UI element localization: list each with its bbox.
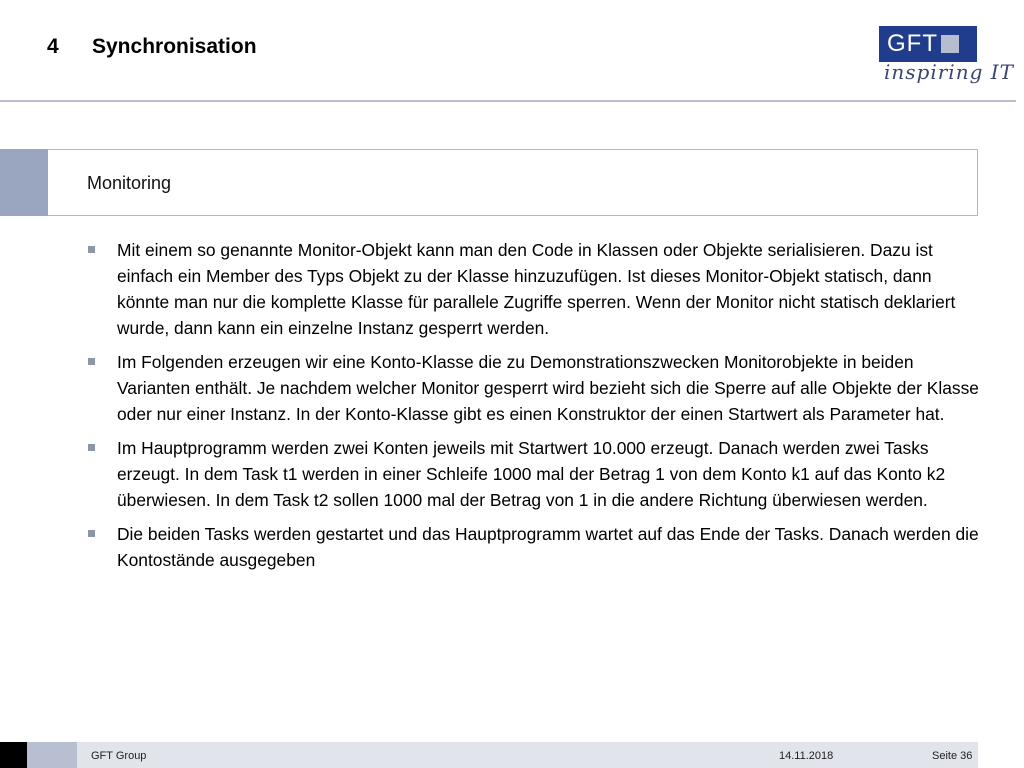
footer-date: 14.11.2018 xyxy=(779,750,834,762)
header-divider xyxy=(0,100,1016,102)
footer-band xyxy=(77,742,978,768)
square-bullet-icon xyxy=(88,444,95,451)
list-item xyxy=(88,237,988,341)
list-item-text: Mit einem so genannte Monitor-Objekt kann man den Code in Klassen oder Objekte serialisieren. Dazu ist einfach ein Member des Typs Objekt zu der Klasse hinzuzufügen. Ist dieses Monitor-Objekt statisch, dann könnte man nur die komplette Klasse für parallele Zugriffe sperren. Wenn der Monitor nicht statisch deklariert wurde, dann kann ein einzelne Instanz gesperrt werden. xyxy=(117,240,956,338)
footer-page-number: Seite 36 xyxy=(932,750,973,762)
gft-logo xyxy=(879,26,977,62)
footer-black-block xyxy=(0,742,27,768)
footer-company: GFT Group xyxy=(91,750,147,762)
bullet-list xyxy=(88,237,988,581)
section-accent-block xyxy=(0,149,48,216)
logo-text: GFT xyxy=(887,30,938,57)
list-item xyxy=(88,349,988,427)
square-bullet-icon xyxy=(88,246,95,253)
list-item xyxy=(88,521,988,573)
footer-gray-block xyxy=(27,742,77,768)
square-bullet-icon xyxy=(88,358,95,365)
chapter-number: 4 xyxy=(47,35,59,58)
list-item-text: Im Hauptprogramm werden zwei Konten jeweils mit Startwert 10.000 erzeugt. Danach werden zwei Tasks erzeugt. In dem Task t1 werden in einer Schleife 1000 mal der Betrag 1 von dem Konto k1 auf das Konto k2 überwiesen. In dem Task t2 sollen 1000 mal der Betrag von 1 in die andere Richtung überwiesen werden. xyxy=(117,438,946,510)
section-label: Monitoring xyxy=(87,173,172,193)
list-item-text: Die beiden Tasks werden gestartet und das Hauptprogramm wartet auf das Ende der Tasks. Danach werden die Kontostände ausgegeben xyxy=(117,524,979,570)
logo-square-icon xyxy=(941,35,959,53)
list-item-text: Im Folgenden erzeugen wir eine Konto-Klasse die zu Demonstrationszwecken Monitorobjekte in beiden Varianten enthält. Je nachdem welcher Monitor gesperrt wird bezieht sich die Sperre auf alle Objekte der Klasse oder nur einer Instanz. In der Konto-Klasse gibt es einen Konstruktor der einen Startwert als Parameter hat. xyxy=(117,352,979,424)
square-bullet-icon xyxy=(88,530,95,537)
list-item xyxy=(88,435,988,513)
logo-tagline: inspiring IT xyxy=(884,60,1014,84)
page-title: Synchronisation xyxy=(92,35,257,58)
